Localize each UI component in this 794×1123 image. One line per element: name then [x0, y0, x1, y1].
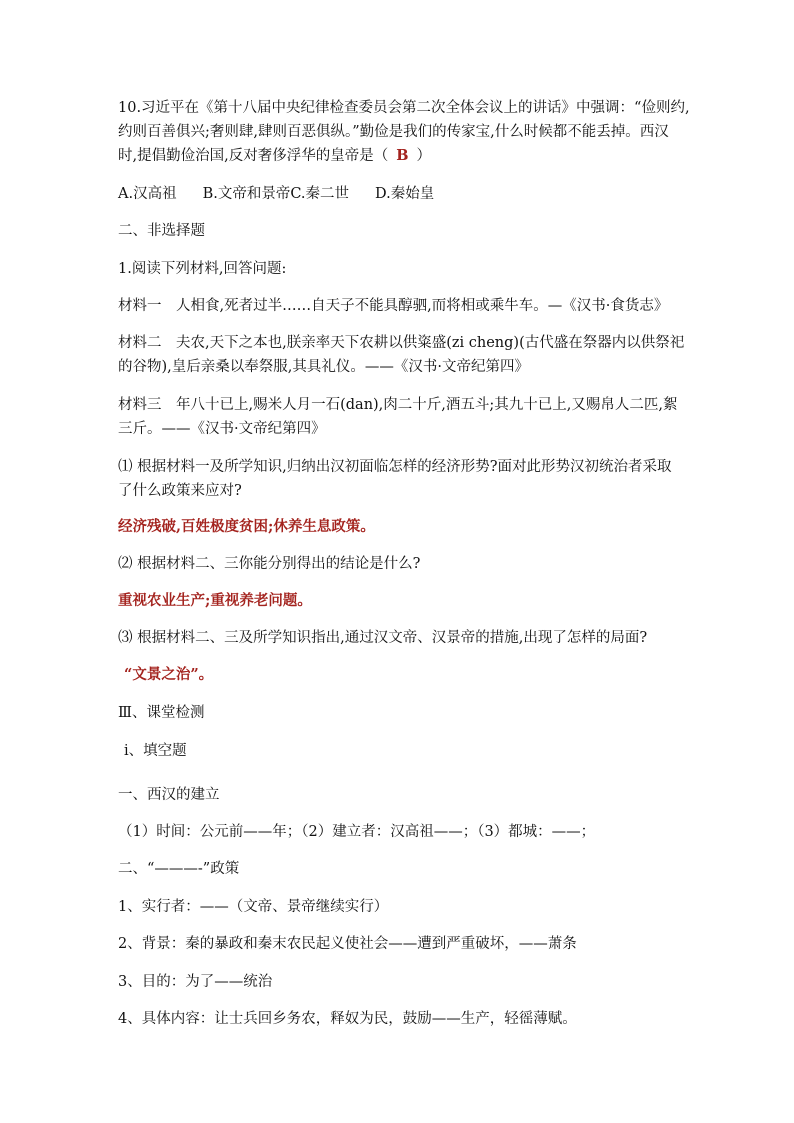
sub-question-1-line-2: 了什么政策来应对? — [118, 483, 242, 499]
sub-question-3-answer: “文景之治”。 — [124, 666, 214, 683]
question-10-options — [118, 183, 682, 205]
option-d: D.秦始皇 — [375, 186, 435, 202]
question-10-line-3 — [118, 145, 682, 167]
section-3-title: Ⅲ、课堂检测 — [118, 705, 205, 721]
fill-in-title: ⅰ、填空题 — [124, 743, 187, 759]
question-1-title: 1.阅读下列材料,回答问题: — [118, 261, 287, 277]
sub-question-1-line-1: ⑴ 根据材料一及所学知识,归纳出汉初面临怎样的经济形势?面对此形势汉初统治者采取 — [118, 459, 672, 475]
part-1-title: 一、西汉的建立 — [118, 787, 220, 803]
material-1: 材料一 人相食,死者过半……自天子不能具醇驷,而将相或乘牛车。—《汉书·食货志》 — [118, 298, 669, 314]
option-c: C.秦二世 — [290, 186, 350, 202]
option-b: B.文帝和景帝 — [202, 186, 291, 202]
section-2-title: 二、非选择题 — [118, 223, 205, 239]
question-10-line-1: 10.习近平在《第十八届中央纪律检查委员会第二次全体会议上的讲话》中强调：“俭则约, — [118, 100, 690, 116]
sub-question-1-answer: 经济残破,百姓极度贫困;休养生息政策。 — [118, 518, 375, 535]
material-3-line-2: 三斤。——《汉书·文帝纪第四》 — [118, 421, 326, 437]
question-10-stem-end: 时,提倡勤俭治国,反对奢侈浮华的皇帝是（ — [118, 148, 389, 164]
material-2-line-1: 材料二 夫农,天下之本也,朕亲率天下农耕以供粢盛(zi cheng)(古代盛在祭器内以供祭祀 — [118, 335, 685, 351]
question-10-line-2: 约则百善俱兴;奢则肆,肆则百恶俱纵。”勤俭是我们的传家宝,什么时候都不能丢掉。西汉 — [118, 124, 669, 140]
question-10-bracket-close: ） — [416, 148, 431, 164]
question-10-answer: B — [396, 147, 409, 164]
item-4: 4、具体内容：让士兵回乡务农，释奴为民，鼓励——生产，轻徭薄赋。 — [118, 1011, 577, 1027]
material-2-line-2: 的谷物),皇后亲桑以奉祭服,其具礼仪。——《汉书·文帝纪第四》 — [118, 359, 529, 375]
sub-question-2-answer: 重视农业生产;重视养老问题。 — [118, 592, 312, 609]
item-2: 2、背景：秦的暴政和秦末农民起义使社会——遭到严重破坏，——萧条 — [118, 936, 577, 952]
material-3-line-1: 材料三 年八十已上,赐米人月一石(dan),肉二十斤,酒五斗;其九十已上,又赐帛人二匹,絮 — [118, 397, 678, 413]
item-1: 1、实行者：——（文帝、景帝继续实行） — [118, 899, 389, 915]
option-a: A.汉高祖 — [118, 186, 177, 202]
part-2-title: 二、“———-”政策 — [118, 861, 240, 877]
part-1-fill-line: （1）时间：公元前——年；（2）建立者：汉高祖——；（3）都城：——； — [118, 824, 596, 840]
sub-question-3: ⑶ 根据材料二、三及所学知识指出,通过汉文帝、汉景帝的措施,出现了怎样的局面? — [118, 630, 648, 646]
sub-question-2: ⑵ 根据材料二、三你能分别得出的结论是什么? — [118, 556, 421, 572]
item-3: 3、目的：为了——统治 — [118, 974, 273, 990]
